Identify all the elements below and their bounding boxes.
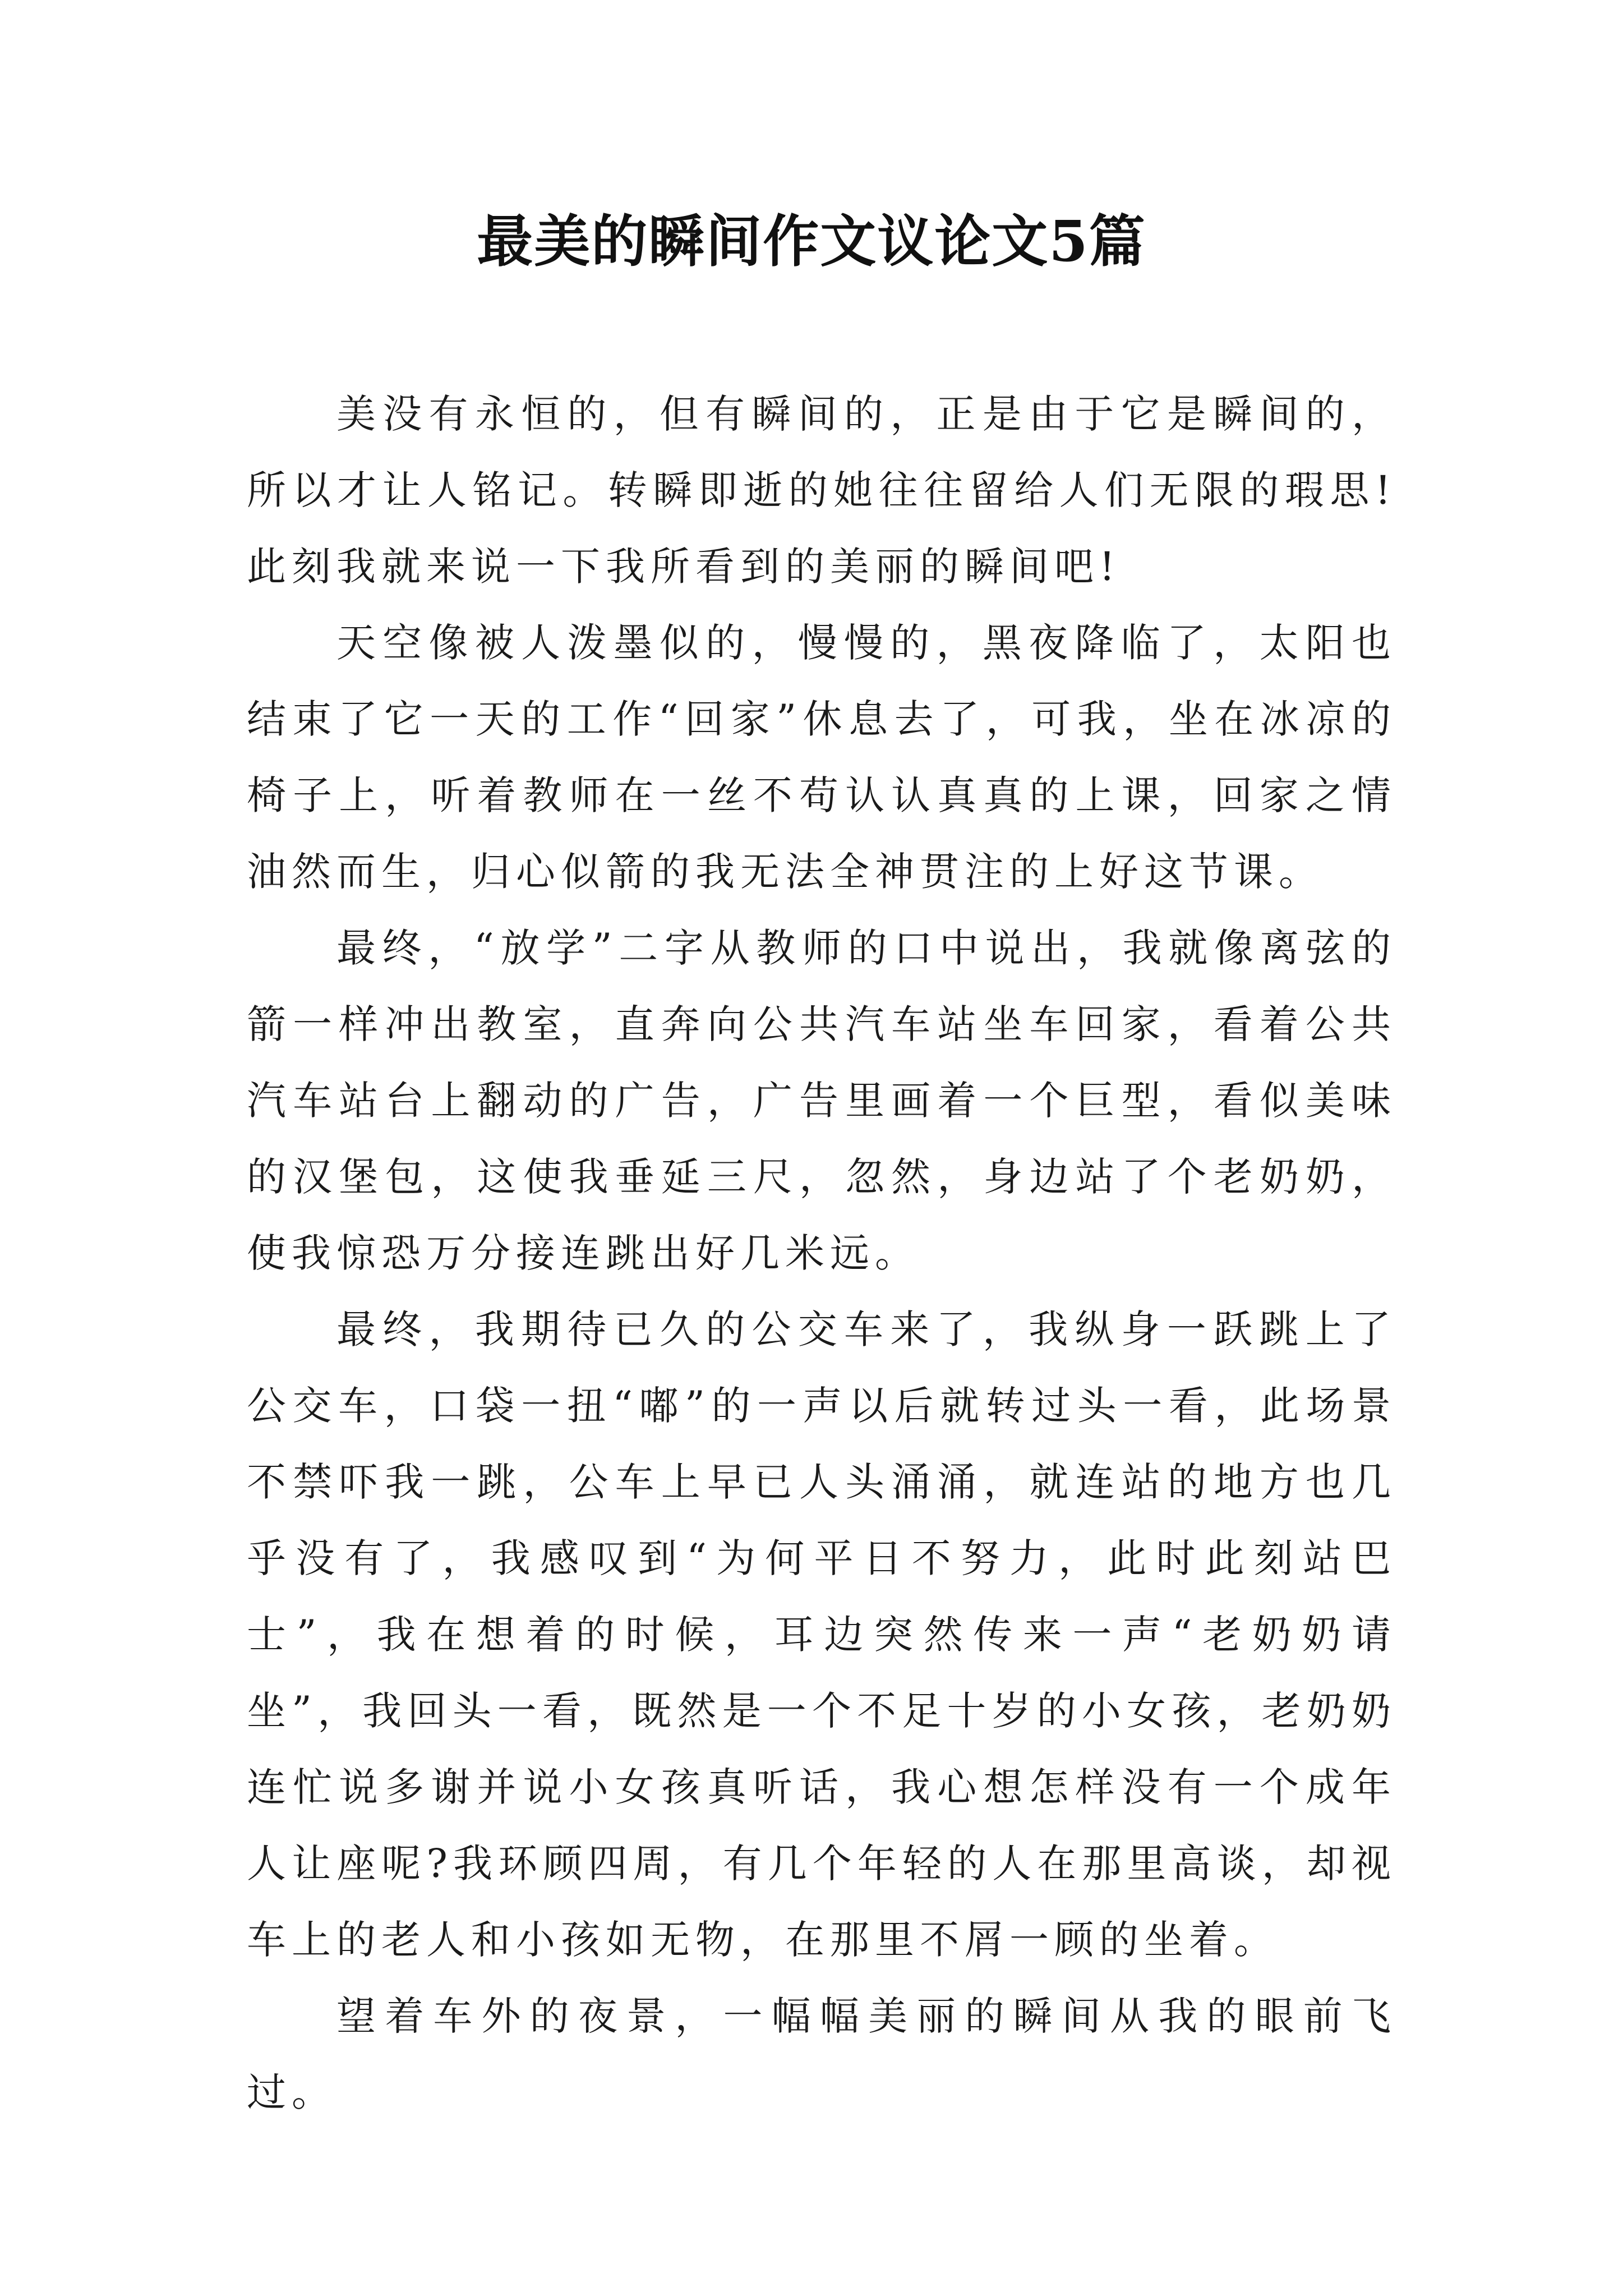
paragraph-4: 最终，我期待已久的公交车来了，我纵身一跃跳上了公交车，口袋一扭“嘟”的一声以后就转过头一看，此场景不禁吓我一跳，公车上早已人头涌涌，就连站的地方也几乎没有了，我感叹到“为何平日不努力，此时此刻站巴士”，我在想着的时候，耳边突然传来一声“老奶奶请坐”，我回头一看，既然是一个不足十岁的小女孩，老奶奶连忙说多谢并说小女孩真听话，我心想怎样没有一个成年人让座呢?我环顾四周，有几个年轻的人在那里高谈，却视车上的老人和小孩如无物，在那里不屑一顾的坐着。 — [247, 1306, 1396, 1963]
paragraph-3: 最终，“放学”二字从教师的口中说出，我就像离弦的箭一样冲出教室，直奔向公共汽车站坐车回家，看着公共汽车站台上翻动的广告，广告里画着一个巨型，看似美味的汉堡包，这使我垂延三尺，忽然，身边站了个老奶奶，使我惊恐万分接连跳出好几米远。 — [247, 925, 1396, 1276]
document-title: 最美的瞬间作文议论文5篇 — [477, 208, 1146, 274]
document-body — [247, 376, 1396, 2131]
paragraph-1: 美没有永恒的，但有瞬间的，正是由于它是瞬间的，所以才让人铭记。转瞬即逝的她往往留给人们无限的瑕思!此刻我就来说一下我所看到的美丽的瞬间吧! — [247, 391, 1396, 590]
paragraph-5: 望着车外的夜景，一幅幅美丽的瞬间从我的眼前飞过。 — [247, 1993, 1396, 2115]
paragraph-2: 天空像被人泼墨似的，慢慢的，黑夜降临了，太阳也结束了它一天的工作“回家”休息去了，可我，坐在冰凉的椅子上，听着教师在一丝不苟认认真真的上课，回家之情油然而生，归心似箭的我无法全神贯注的上好这节课。 — [247, 620, 1396, 895]
